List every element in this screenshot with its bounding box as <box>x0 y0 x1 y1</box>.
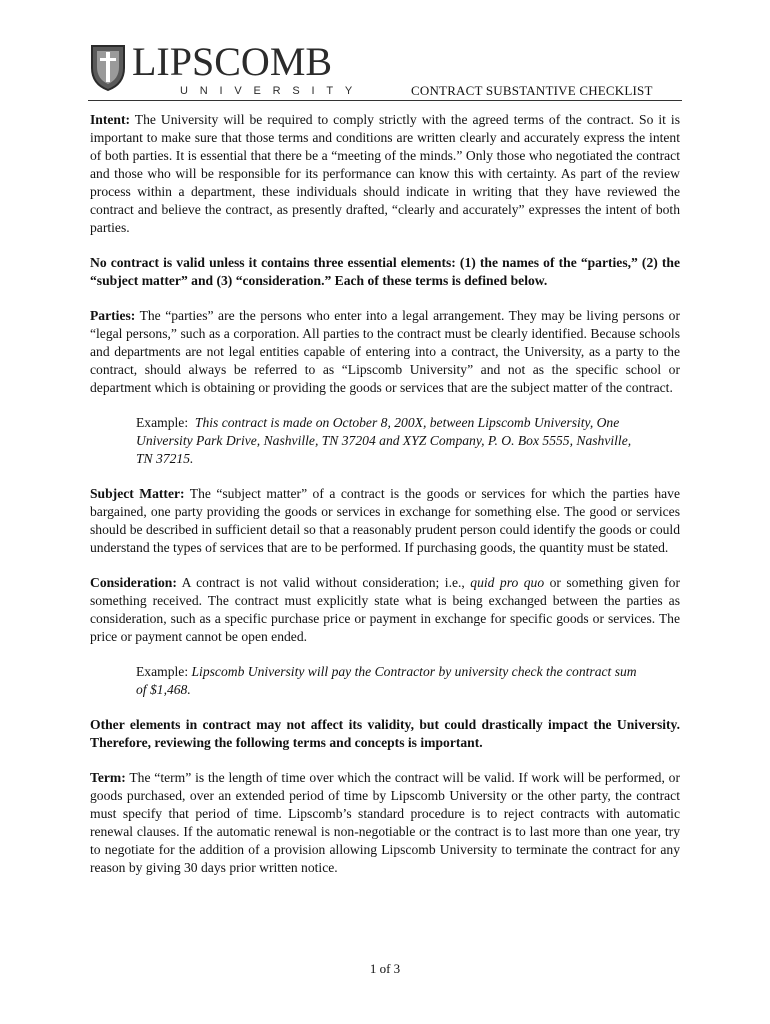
intent-paragraph <box>90 111 680 237</box>
parties-paragraph <box>90 307 680 397</box>
consideration-text-b: or something given for something received. The contract must explicitly state what is being exchanged between the parties as consideration, such as a specific purchase price or payment in exchange for specific goods or services. The price or payment cannot be open ended. <box>90 575 680 644</box>
logo-subtitle: UNIVERSITY <box>180 85 365 97</box>
consideration-text-a: A contract is not valid without consideration; i.e., <box>181 575 465 590</box>
header-rule <box>88 100 682 101</box>
term-heading: Term: <box>90 770 126 785</box>
document-title: CONTRACT SUBSTANTIVE CHECKLIST <box>411 83 653 98</box>
quid-pro-quo: quid pro quo <box>470 575 545 590</box>
consideration-paragraph <box>90 574 680 646</box>
other-elements-paragraph <box>90 716 680 752</box>
parties-heading: Parties: <box>90 308 136 323</box>
consideration-heading: Consideration: <box>90 575 177 590</box>
subject-matter-text: The “subject matter” of a contract is the goods or services for which the parties have bargained, one party providing the goods or services in exchange for something else. The good or services should be described in sufficient detail so that a reasonably prudent person could identify the goods or could understand the types of services that are to be performed. If purchasing goods, the quantity must be stated. <box>90 486 681 555</box>
subject-matter-heading: Subject Matter: <box>90 486 185 501</box>
example-label: Example: <box>136 415 189 430</box>
document-body <box>90 111 680 894</box>
example-consideration <box>136 663 638 699</box>
example-label: Example: <box>136 664 189 679</box>
essentials-text: No contract is valid unless it contains three essential elements: (1) the names of the “parties,” (2) the “subject matter” and (3) “consideration.” Each of these terms is defined below. <box>90 255 680 288</box>
term-text: The “term” is the length of time over which the contract will be valid. If work will be performed, or goods purchased, over an extended period of time by Lipscomb University or the other party, the contract must specify that period of time. Lipscomb’s standard procedure is to reject contracts with automatic renewal clauses. If the automatic renewal is non-negotiable or the contract is to last more than one year, try to negotiate for the addition of a provision allowing Lipscomb University to terminate the contract for any reason by giving 30 days prior written notice. <box>90 770 681 875</box>
essentials-paragraph <box>90 254 680 290</box>
shield-icon <box>88 42 128 92</box>
parties-text: The “parties” are the persons who enter into a legal arrangement. They may be living persons or “legal persons,” such as a corporation. All parties to the contract must be clearly identified. Because schools and departments are not legal entities capable of entering into a contract, the University, as a party to the contract, should always be referred to as “Lipscomb University” and not as the specific school or department which is obtaining or providing the goods or services that are the subject matter of the contract. <box>90 308 681 395</box>
intent-heading: Intent: <box>90 112 131 127</box>
subject-matter-paragraph <box>90 485 680 557</box>
page-number: 1 of 3 <box>369 961 401 976</box>
logo-wordmark: LIPSCOMB <box>132 39 333 84</box>
term-paragraph <box>90 769 680 877</box>
university-logo <box>88 39 365 100</box>
example-consideration-text: Lipscomb University will pay the Contractor by university check the contract sum of $1,468. <box>136 664 637 697</box>
example-parties-text: This contract is made on October 8, 200X, between Lipscomb University, One University Park Drive, Nashville, TN 37204 and XYZ Company, P. O. Box 5555, Nashville, TN 37215. <box>136 415 632 466</box>
example-parties <box>136 414 638 468</box>
intent-text: The University will be required to comply strictly with the agreed terms of the contract. So it is important to make sure that those terms and conditions are written clearly and accurately express the intent of both parties. It is essential that there be a “meeting of the minds.” Only those who negotiated the contract and those who will be responsible for its performance can know this with certainty. As part of the review process within a department, these individuals should indicate in writing that they have reviewed the contract and believe the contract, as presently drafted, “clearly and accurately” expresses the intent of both parties. <box>90 112 680 235</box>
other-elements-text: Other elements in contract may not affect its validity, but could drastically impact the University. Therefore, reviewing the following terms and concepts is important. <box>90 717 680 750</box>
